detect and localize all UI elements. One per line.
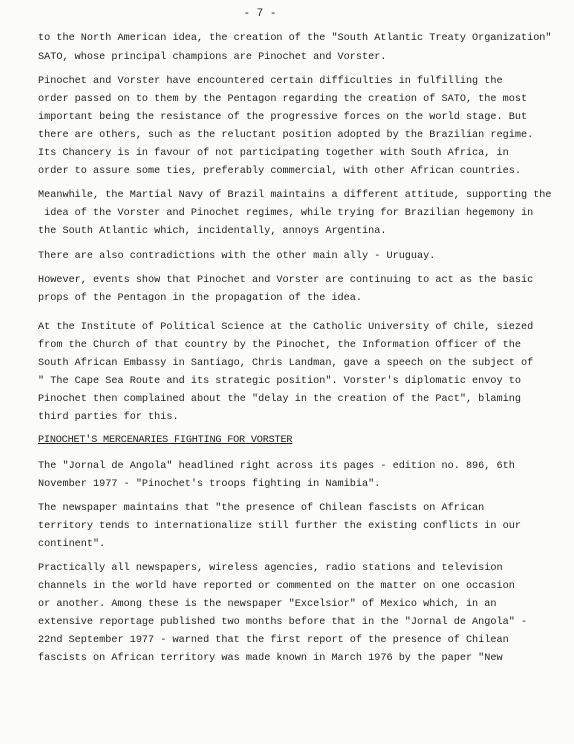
text-line: extensive reportage published two months before that in the "Jornal de Angola" - — [38, 617, 528, 628]
text-line: However, events show that Pinochet and Vorster are continuing to act as the basic — [38, 275, 534, 286]
text-line: territory tends to internationalize still further the existing conflicts in our — [38, 521, 521, 532]
text-line: November 1977 - "Pinochet's troops fighting in Namibia". — [38, 479, 381, 490]
text-line: or another. Among these is the newspaper "Excelsior" of Mexico which, in an — [38, 599, 497, 610]
text-line: 22nd September 1977 - warned that the first report of the presence of Chilean — [38, 635, 509, 646]
text-line: channels in the world have reported or commented on the matter on one occasion — [38, 581, 515, 592]
text-line: Pinochet and Vorster have encountered certain difficulties in fulfilling the — [38, 76, 503, 87]
text-line: Practically all newspapers, wireless agencies, radio stations and television — [38, 563, 503, 574]
section-heading: PINOCHET'S MERCENARIES FIGHTING FOR VORSTER — [38, 435, 293, 446]
text-line: At the Institute of Political Science at the Catholic University of Chile, siezed — [38, 322, 534, 333]
text-line: There are also contradictions with the other main ally - Uruguay. — [38, 251, 436, 262]
page-number: - 7 - — [243, 8, 277, 20]
text-line: Pinochet then complained about the "delay in the creation of the Pact", blaming — [38, 394, 521, 405]
text-line: The newspaper maintains that "the presence of Chilean fascists on African — [38, 503, 485, 514]
text-line: The "Jornal de Angola" headlined right across its pages - edition no. 896, 6th — [38, 461, 515, 472]
text-line: Meanwhile, the Martial Navy of Brazil maintains a different attitude, supporting the — [38, 190, 552, 201]
text-line: to the North American idea, the creation of the "South Atlantic Treaty Organization" — [38, 33, 552, 44]
text-line: idea of the Vorster and Pinochet regimes, while trying for Brazilian hegemony in — [38, 208, 534, 219]
text-line: from the Church of that country by the Pinochet, the Information Officer of the — [38, 340, 521, 351]
text-line: props of the Pentagon in the propagation of the idea. — [38, 293, 363, 304]
text-line: fascists on African territory was made known in March 1976 by the paper "New — [38, 653, 503, 664]
text-line: South African Embassy in Santiago, Chris Landman, gave a speech on the subject of — [38, 358, 534, 369]
text-line: continent". — [38, 539, 106, 550]
text-line: order passed on to them by the Pentagon regarding the creation of SATO, the most — [38, 94, 528, 105]
text-line: order to assure some ties, preferably commercial, with other African countries. — [38, 166, 521, 177]
text-line: Its Chancery is in favour of not participating together with South Africa, in — [38, 148, 509, 159]
text-line: third parties for this. — [38, 412, 179, 423]
text-line: there are others, such as the reluctant position adopted by the Brazilian regime. — [38, 130, 534, 141]
text-line: SATO, whose principal champions are Pinochet and Vorster. — [38, 52, 387, 63]
text-line: " The Cape Sea Route and its strategic position". Vorster's diplomatic envoy to — [38, 376, 521, 387]
text-line: the South Atlantic which, incidentally, annoys Argentina. — [38, 226, 387, 237]
text-line: important being the resistance of the progressive forces on the world stage. But — [38, 112, 528, 123]
